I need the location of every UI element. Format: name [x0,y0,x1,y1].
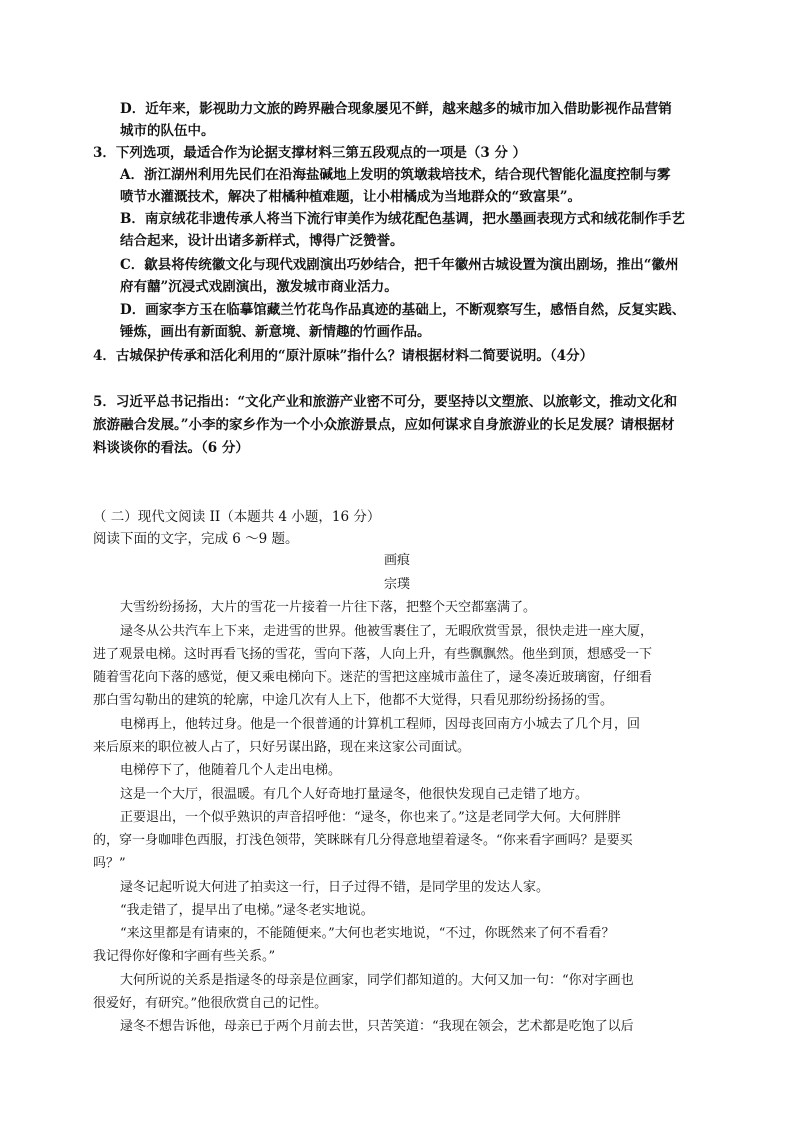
story-line-3: 进了观景电梯。这时再看飞扬的雪花，雪向下落，人向上升，有些飘飘然。他坐到顶，想感受一下 [93,647,653,662]
story-line-5: 那白雪勾勒出的建筑的轮廓，中途几次有人上下，他都不大觉得，只看见那纷纷扬扬的雪。 [93,693,614,708]
q3-option-a-line2: 喷节水灌溉技术，解决了柑橘种植难题，让小柑橘成为当地群众的“致富果”。 [120,189,582,205]
q3-option-a-line1: A．浙江湖州利用先民们在沿海盐碱地上发明的筑墩栽培技术，结合现代智能化温度控制与雾 [120,167,671,183]
story-line-16: 我记得你好像和字画有些关系。” [93,949,276,964]
q3-option-d-line1: D．画家李方玉在临摹馆藏兰竹花鸟作品真迹的基础上，不断观察写生，感悟自然，反复实践、 [120,302,686,318]
story-line-1: 大雪纷纷扬扬，大片的雪花一片接着一片往下落，把整个天空都塞满了。 [120,600,537,615]
q3-option-d-line2: 锤炼，画出有新面貌、新意境、新情趣的竹画作品。 [120,324,431,340]
section-instruction: 阅读下面的文字，完成 6 ～9 题。 [93,531,299,547]
section-title: （ 二）现代文阅读 II（本题共 4 小题，16 分） [93,509,381,525]
story-line-12: 吗？” [93,856,126,871]
story-title: 画痕 [383,553,410,568]
story-line-18: 很爱好，有研究。”他很欣赏自己的记性。 [93,996,328,1011]
q3-option-b-line2: 结合起来，设计出诸多新样式，博得广泛赞誉。 [120,233,404,249]
story-line-9: 这是一个大厅，很温暖。有几个人好奇地打量逯冬，他很快发现自己走错了地方。 [120,787,589,802]
q5-line1: 5．习近平总书记指出：“文化产业和旅游产业密不可分，要坚持以文塑旅、以旅彰文，推动文化和 [93,394,678,410]
story-line-19: 逯冬不想告诉他，母亲已于两个月前去世，只苦笑道：“我现在领会，艺术都是吃饱了以后 [120,1019,634,1034]
story-line-8: 电梯停下了，他随着几个人走出电梯。 [120,763,342,778]
story-line-2: 逯冬从公共汽车上下来，走进雪的世界。他被雪裹住了，无暇欣赏雪景，很快走进一座大厦， [120,624,654,639]
story-line-11: 的，穿一身咖啡色西服，打浅色领带，笑眯眯有几分得意地望着逯冬。“你来看字画吗？是要买 [93,833,633,848]
story-line-13: 逯冬记起听说大何进了拍卖这一行，日子过得不错，是同学里的发达人家。 [120,880,550,895]
story-line-7: 来后原来的职位被人占了，只好另谋出路，现在来这家公司面试。 [93,740,471,755]
story-line-10: 正要退出，一个似乎熟识的声音招呼他：“逯冬，你也来了。”这是老同学大何。大何胖胖 [120,810,621,825]
q5-line2: 旅游融合发展。”小李的家乡作为一个小众旅游景点，应如何谋求自身旅游业的长足发展？请根据材 [93,417,675,433]
q4-text: 4．古城保护传承和活化利用的“原汁原味”指什么？请根据材料二简要说明。（4分） [93,348,594,364]
story-line-6: 电梯再上，他转过身。他是一个很普通的计算机工程师，因母丧回南方小城去了几个月，回 [120,717,641,732]
story-line-14: “我走错了，提早出了电梯。”逯冬老实地说。 [120,903,374,918]
story-line-17: 大何所说的关系是指逯冬的母亲是位画家，同学们都知道的。大何又加一句：“你对字画也 [120,973,634,988]
q5-line3: 料谈谈你的看法。（6 分） [93,440,249,456]
story-line-15: “来这里都是有请柬的，不能随便来。”大何也老实地说，“不过，你既然来了何不看看？ [120,926,615,941]
q3-option-c-line1: C．歙县将传统徽文化与现代戏剧演出巧妙结合，把千年徽州古城设置为演出剧场，推出“徽州 [120,257,679,273]
q2-option-d-line1: D．近年来，影视助力文旅的跨界融合现象屡见不鲜，越来越多的城市加入借助影视作品营销 [120,101,672,117]
story-author: 宗璞 [383,577,410,592]
story-line-4: 随着雪花向下落的感觉，便又乘电梯向下。迷茫的雪把这座城市盖住了，逯冬凑近玻璃窗，仔细看 [93,670,653,685]
q3-option-b-line1: B．南京绒花非遗传承人将当下流行审美作为绒花配色基调，把水墨画表现方式和绒花制作手艺 [120,211,685,227]
q2-option-d-line2: 城市的队伍中。 [120,123,215,139]
q3-stem: 3．下列选项，最适合作为论据支撑材料三第五段观点的一项是（3 分 ） [93,145,527,161]
q3-option-c-line2: 府有囍”沉浸式戏剧演出，激发城市商业活力。 [120,279,398,295]
